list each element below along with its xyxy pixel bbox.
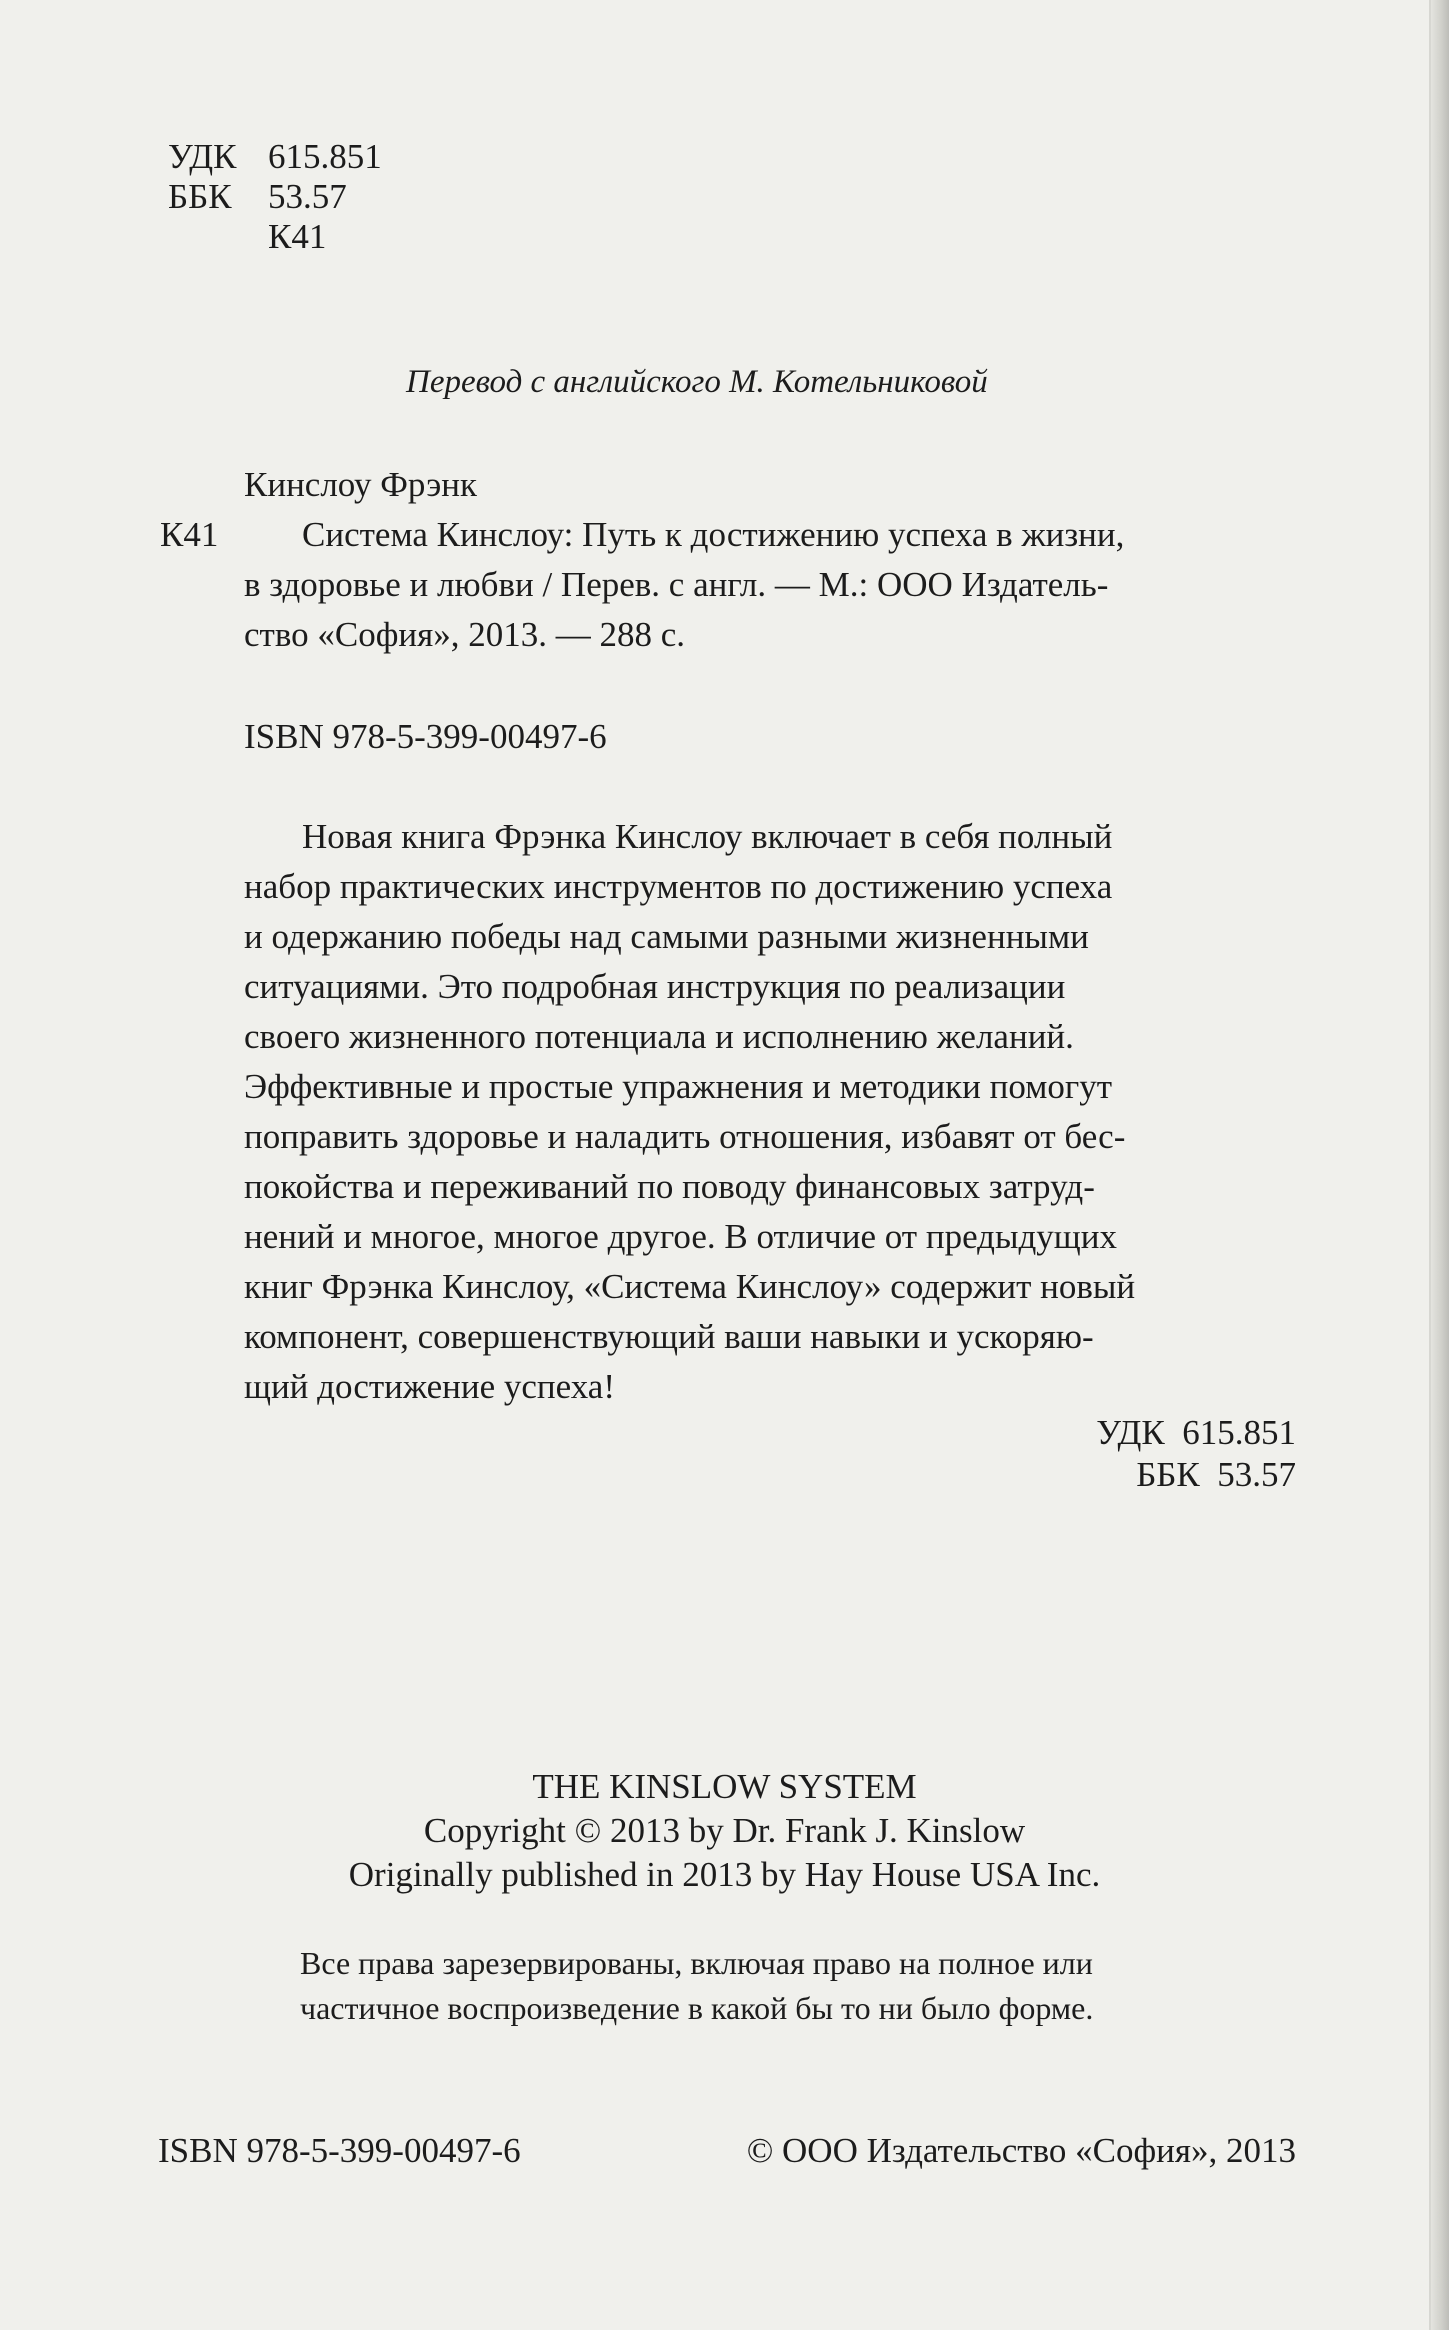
udk-label: УДК — [168, 137, 237, 176]
original-publisher: Originally published in 2013 by Hay House USA Inc. — [348, 1855, 1101, 1894]
annotation-line: ситуациями. Это подробная инструкция по реализации — [244, 967, 1066, 1006]
annotation-line: Эффективные и простые упражнения и методики помогут — [244, 1067, 1113, 1106]
page-edge-line — [1429, 0, 1431, 2330]
original-title: THE KINSLOW SYSTEM — [532, 1767, 917, 1806]
footer-copyright: © ООО Издательство «София», 2013 — [746, 2131, 1296, 2170]
annotation-line: набор практических инструментов по достижению успеха — [244, 867, 1113, 906]
annotation-line: и одержанию победы над самыми разными жизненными — [244, 917, 1089, 956]
bbk-label: ББК — [168, 177, 232, 216]
annotation-line: поправить здоровье и наладить отношения, избавят от бес- — [244, 1117, 1126, 1156]
rights-line: Все права зарезервированы, включая право на полное или — [300, 1945, 1093, 1981]
translation-note: Перевод с английского М. Котельниковой — [406, 364, 988, 400]
bbk-right: ББК 53.57 — [1136, 1455, 1296, 1494]
author-mark: К41 — [268, 217, 327, 256]
annotation-line: компонент, совершенствующий ваши навыки и ускоряю- — [244, 1317, 1094, 1356]
page-edge — [1431, 0, 1449, 2330]
catalog-isbn: ISBN 978-5-399-00497-6 — [244, 717, 607, 756]
udk-right: УДК 615.851 — [1096, 1413, 1296, 1452]
catalog-entry-line-2: в здоровье и любви / Перев. с англ. — М.: ООО Издатель- — [244, 565, 1109, 604]
annotation-line: Новая книга Фрэнка Кинслоу включает в себя полный — [302, 817, 1113, 856]
annotation-line: щий достижение успеха! — [244, 1367, 615, 1406]
udk-value: 615.851 — [268, 137, 382, 176]
annotation-line: книг Фрэнка Кинслоу, «Система Кинслоу» содержит новый — [244, 1267, 1136, 1306]
rights-line: частичное воспроизведение в какой бы то ни было форме. — [300, 1990, 1094, 2026]
catalog-entry-line-3: ство «София», 2013. — 288 с. — [244, 615, 686, 654]
annotation-line: своего жизненного потенциала и исполнению желаний. — [244, 1017, 1074, 1056]
original-copyright: Copyright © 2013 by Dr. Frank J. Kinslow — [423, 1811, 1026, 1850]
annotation-line: покойства и переживаний по поводу финансовых затруд- — [244, 1167, 1095, 1206]
catalog-entry-line-1: Система Кинслоу: Путь к достижению успеха в жизни, — [302, 515, 1125, 554]
annotation-line: нений и многое, многое другое. В отличие от предыдущих — [244, 1217, 1117, 1256]
bbk-value: 53.57 — [268, 177, 347, 216]
catalog-index: К41 — [160, 515, 219, 554]
catalog-author: Кинслоу Фрэнк — [244, 465, 478, 504]
footer-isbn: ISBN 978-5-399-00497-6 — [158, 2131, 521, 2170]
